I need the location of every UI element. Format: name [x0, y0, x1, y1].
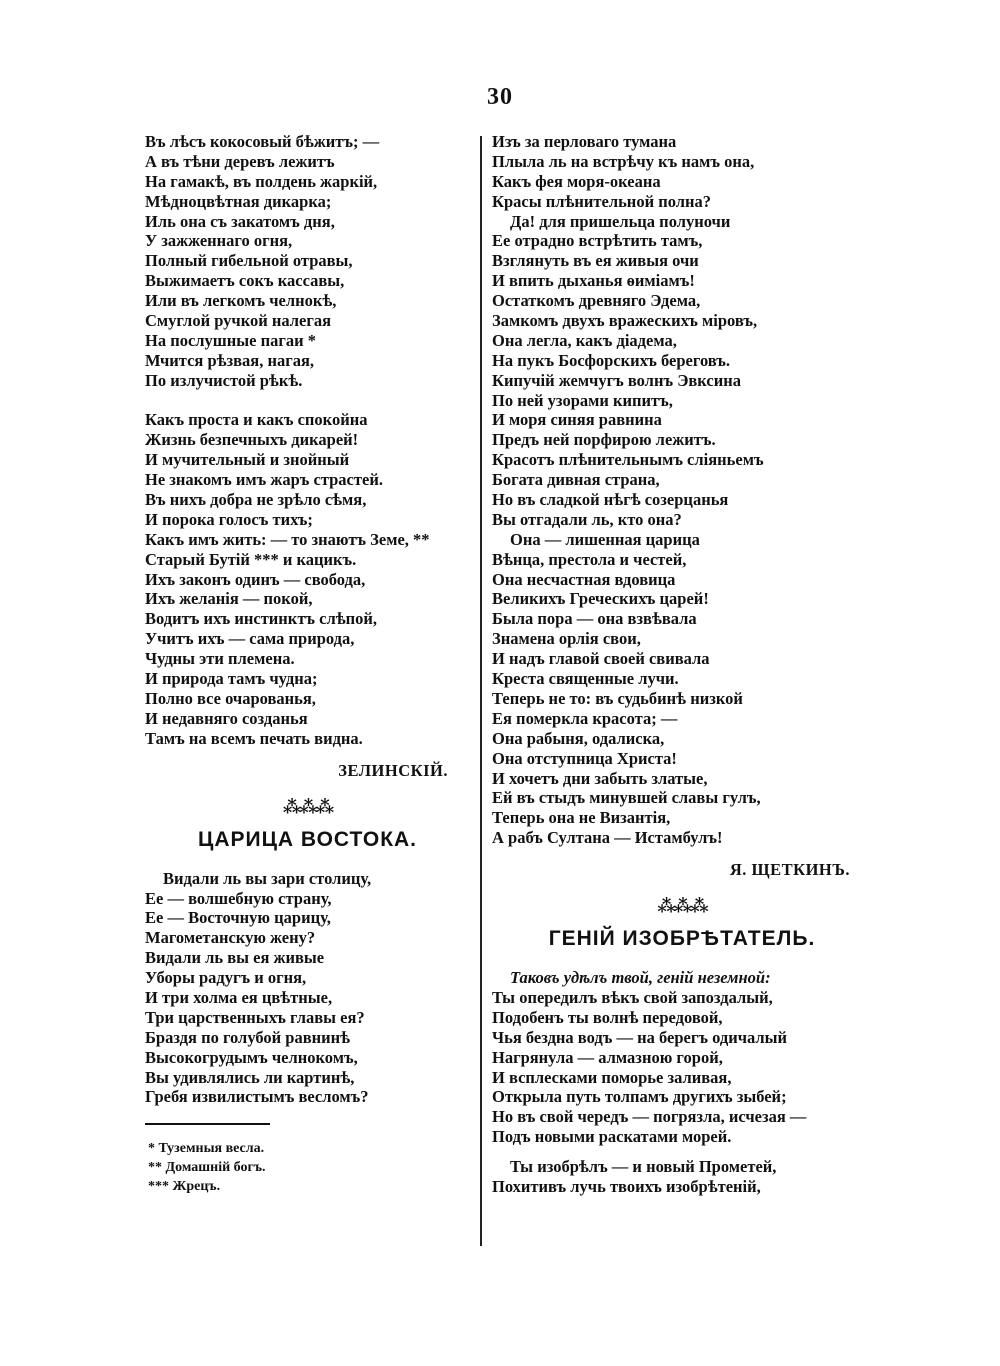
poem-line: Замкомъ двухъ вражескихъ міровъ,: [492, 311, 758, 331]
poem-line: Три царственныхъ главы ея?: [145, 1007, 365, 1027]
poem-line: Высокогрудымъ челнокомъ,: [145, 1047, 358, 1067]
poem-stanza-2: [145, 410, 470, 748]
poem-line: Уборы радугъ и огня,: [145, 968, 307, 988]
right-column: [492, 132, 872, 1197]
poem-line: Тамъ на всемъ печать видна.: [145, 728, 363, 748]
poem-line: И недавняго созданья: [145, 708, 308, 728]
ornament-divider: ⁂⁂⁂: [657, 896, 707, 917]
poem-line: Предъ ней порфирою лежитъ.: [492, 430, 716, 450]
poem-line: Подъ новыми раскатами морей.: [492, 1127, 732, 1147]
ornament-divider: ⁂⁂⁂: [282, 796, 333, 817]
poem-line: Ты изобрѣлъ — и новый Прометей,: [510, 1157, 777, 1177]
poem-line: Браздя по голубой равнинѣ: [145, 1027, 351, 1047]
poem-line: Полный гибельной отравы,: [145, 251, 353, 271]
poem-line: Ей въ стыдъ минувшей славы гулъ,: [492, 788, 761, 808]
poem-line: А рабъ Султана — Истамбулъ!: [492, 828, 723, 848]
poem-line: Изъ за перловаго тумана: [492, 132, 677, 151]
poem-line: И надъ главой своей свивала: [492, 649, 710, 669]
footnotes: [145, 1139, 470, 1196]
poem-line: И мучительный и знойный: [145, 450, 350, 470]
poem-line: Она — лишенная царица: [510, 529, 700, 549]
poem-stanza-3: [145, 869, 470, 1108]
poem-line: Она рабыня, одалиска,: [492, 728, 665, 748]
poem-line: Открыла путь толпамъ другихъ зыбей;: [492, 1087, 787, 1107]
poem-line: Какъ имъ жить: — то знаютъ Земе, **: [145, 529, 430, 549]
poem-line: Ее — Восточную царицу,: [145, 908, 331, 928]
poem-line: И природа тамъ чудна;: [145, 669, 318, 689]
poem-line: Красотъ плѣнительнымъ сліяньемъ: [492, 450, 764, 470]
poem-line: Кипучій жемчугъ волнъ Эвксина: [492, 370, 741, 390]
footnote: * Туземныя весла.: [148, 1140, 265, 1156]
poem-line: Ихъ желанія — покой,: [145, 589, 313, 609]
poem-line: Иль она съ закатомъ дня,: [145, 211, 335, 231]
poem-line: На послушные пагаи *: [145, 330, 316, 350]
poem-line: Теперь она не Византія,: [492, 808, 671, 828]
footnote-rule: [145, 1123, 270, 1125]
page-number: 30: [487, 84, 513, 110]
footnote: *** Жрецъ.: [148, 1178, 221, 1194]
poem-line: Красы плѣнительной полна?: [492, 191, 712, 211]
poem-line: Вѣнца, престола и честей,: [492, 549, 687, 569]
poem-line: И три холма ея цвѣтные,: [145, 987, 333, 1007]
poem-line: Но въ свой чередъ — погрязла, исчезая —: [492, 1107, 807, 1127]
poem-line: Взглянуть въ ея живыя очи: [492, 251, 699, 271]
column-divider: [480, 136, 482, 1246]
poem-line: У зажженнаго огня,: [145, 231, 293, 251]
poem-line: Видали ль вы зари столицу,: [163, 868, 372, 888]
poem-line: Плыла ль на встрѣчу къ намъ она,: [492, 151, 755, 171]
poem-line: Полно все очарованья,: [145, 688, 316, 708]
poem-line: Она несчастная вдовица: [492, 569, 676, 589]
poem-line: Ихъ законъ одинъ — свобода,: [145, 569, 366, 589]
poem-line: Но въ сладкой нѣгѣ созерцанья: [492, 490, 729, 510]
footnote: ** Домашній богъ.: [148, 1159, 266, 1175]
poem-line: Выжимаетъ сокъ кассавы,: [145, 271, 345, 291]
signature-shchetkin: Я. ЩЕТКИНЪ.: [729, 860, 850, 880]
poem-line: Чья бездна водъ — на берегъ одичалый: [492, 1027, 788, 1047]
poem-line: Она отступница Христа!: [492, 748, 677, 768]
poem-line: Какъ фея моря-океана: [492, 171, 661, 191]
poem-line: Богата дивная страна,: [492, 470, 660, 490]
poem-line: Она легла, какъ діадема,: [492, 330, 677, 350]
poem-line: И хочетъ дни забыть златые,: [492, 768, 708, 788]
signature-zelinsky: ЗЕЛИНСКІЙ.: [338, 760, 448, 780]
poem-line: Похитивъ лучь твоихъ изобрѣтеній,: [492, 1176, 761, 1196]
poem-line: Теперь не то: въ судьбинѣ низкой: [492, 688, 743, 708]
poem-line: Вы отгадали ль, кто она?: [492, 509, 682, 529]
epigraph: Таковъ удѣлъ твой, геній неземной:: [510, 968, 771, 988]
poem-line: Ее отрадно встрѣтить тамъ,: [492, 231, 703, 251]
poem-line: Нагрянула — алмазною горой,: [492, 1047, 723, 1067]
poem-title: ЦАРИЦА ВОСТОКА.: [197, 827, 418, 851]
poem-stanza-2: [492, 988, 872, 1147]
poem-stanza-continuation: [492, 132, 872, 848]
poem-line: Водитъ ихъ инстинктъ слѣпой,: [145, 609, 378, 629]
poem-stanza-1: [145, 132, 470, 391]
poem-line: Остаткомъ древняго Эдема,: [492, 291, 701, 311]
poem-line: И впить дыханья ѳиміамъ!: [492, 271, 695, 291]
poem-line: На пукъ Босфорскихъ береговъ.: [492, 350, 731, 370]
poem-line: Знамена орлія свои,: [492, 629, 641, 649]
poem-line: Ея померкла красота; —: [492, 708, 678, 728]
poem-line: И порока голосъ тихъ;: [145, 509, 313, 529]
poem-line: Какъ проста и какъ спокойна: [145, 410, 368, 430]
poem-line: Магометанскую жену?: [145, 928, 316, 948]
poem-line: Да! для пришельца полуночи: [510, 211, 731, 231]
poem-line: Въ лѣсъ кокосовый бѣжитъ; —: [145, 132, 380, 151]
poem-line: По излучистой рѣкѣ.: [145, 370, 303, 390]
poem-line: Чудны эти племена.: [145, 649, 295, 669]
poem-line: Креста священные лучи.: [492, 669, 679, 689]
poem-stanza-3: [492, 1157, 872, 1197]
poem-line: По ней узорами кипитъ,: [492, 390, 673, 410]
poem-line: Не знакомъ имъ жаръ страстей.: [145, 470, 383, 490]
poem-line: Мѣдноцвѣтная дикарка;: [145, 191, 332, 211]
poem-line: На гамакѣ, въ полдень жаркій,: [145, 171, 378, 191]
poem-line: Учитъ ихъ — сама природа,: [145, 629, 355, 649]
poem-line: Мчится рѣзвая, нагая,: [145, 350, 315, 370]
poem-line: Жизнь безпечныхъ дикарей!: [145, 430, 359, 450]
poem-line: Ее — волшебную страну,: [145, 888, 332, 908]
poem-line: А въ тѣни деревъ лежитъ: [145, 151, 335, 171]
poem-line: Подобенъ ты волнѣ передовой,: [492, 1007, 723, 1027]
poem-line: Или въ легкомъ челнокѣ,: [145, 291, 337, 311]
poem-line: И всплесками поморье заливая,: [492, 1067, 732, 1087]
poem-line: Видали ль вы ея живые: [145, 948, 325, 968]
poem-line: Въ нихъ добра не зрѣло сѣмя,: [145, 490, 367, 510]
poem-line: Гребя извилистымъ весломъ?: [145, 1087, 369, 1107]
poem-title: ГЕНІЙ ИЗОБРѢТАТЕЛЬ.: [548, 927, 816, 951]
poem-line: Великихъ Греческихъ царей!: [492, 589, 709, 609]
poem-line: Смуглой ручкой налегая: [145, 311, 332, 331]
poem-line: Была пора — она взвѣвала: [492, 609, 697, 629]
poem-line: И моря синяя равнина: [492, 410, 662, 430]
poem-line: Старый Бутій *** и кацикъ.: [145, 549, 357, 569]
poem-line: Вы удивлялись ли картинѣ,: [145, 1067, 355, 1087]
poem-line: Ты опередилъ вѣкъ свой запоздалый,: [492, 987, 773, 1007]
left-column: [145, 132, 470, 1196]
